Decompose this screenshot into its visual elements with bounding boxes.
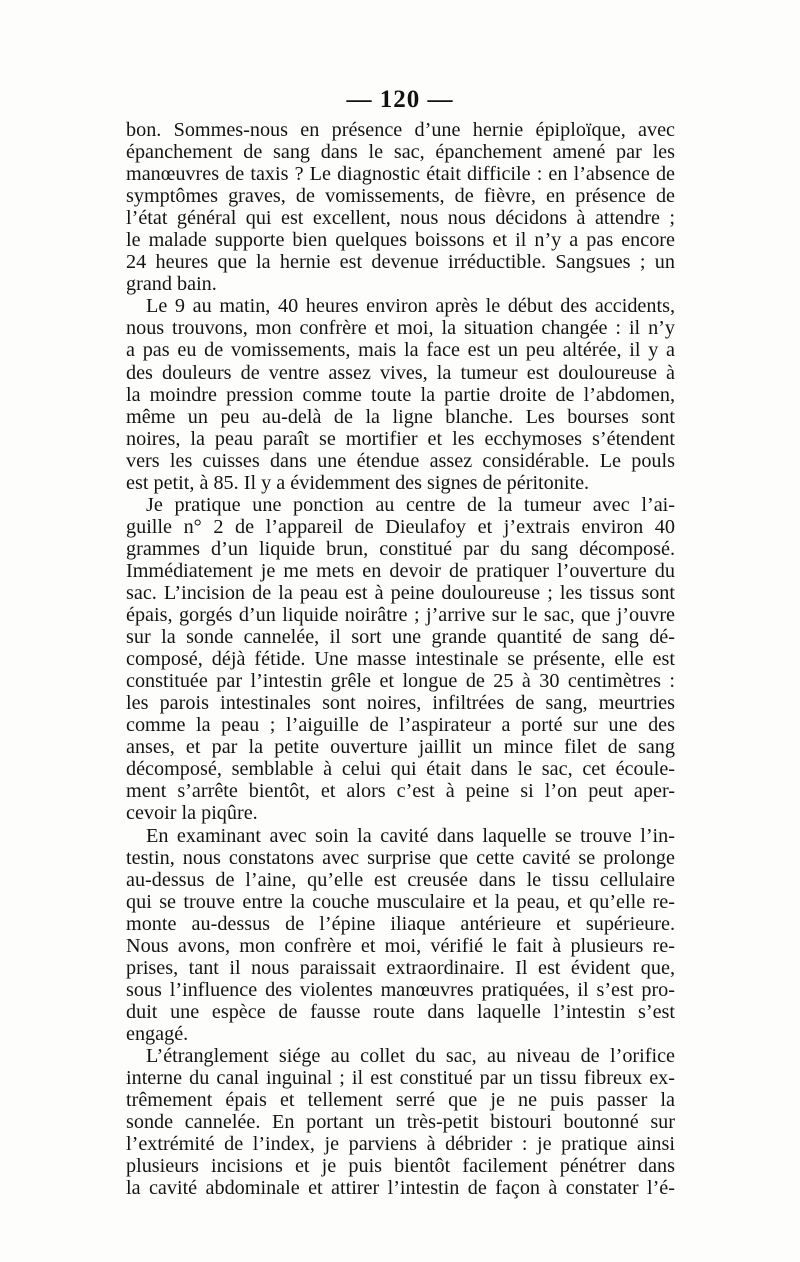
text-line: Le 9 au matin, 40 heures environ après le début des accidents, (146, 295, 675, 318)
text-line: la moindre pression comme toute la partie droite de l’abdomen, (126, 383, 675, 406)
text-line: Je pratique une ponction au centre de la tumeur avec l’ai- (146, 493, 675, 516)
text-line: sonde cannelée. En portant un très-petit bistouri boutonné sur (126, 1111, 675, 1134)
text-line: même un peu au-delà de la ligne blanche. Les bourses sont (126, 405, 675, 428)
text-line: composé, déjà fétide. Une masse intestinale se présente, elle est (126, 648, 675, 671)
text-line: ment s’arrête bientôt, et alors c’est à peine si l’on peut aper- (126, 780, 675, 803)
text-line: grand bain. (126, 273, 217, 296)
text-line: sac. L’incision de la peau est à peine douloureuse ; les tissus sont (126, 581, 675, 604)
text-line: symptômes graves, de vomissements, de fièvre, en présence de (126, 185, 675, 208)
body-text (126, 119, 675, 1199)
text-line: engagé. (126, 1022, 189, 1045)
text-line: constituée par l’intestin grêle et longue de 25 à 30 centimètres : (126, 670, 675, 693)
text-line: manœuvres de taxis ? Le diagnostic était difficile : en l’absence de (126, 163, 675, 186)
text-line: les parois intestinales sont noires, infiltrées de sang, meurtries (126, 692, 675, 715)
text-line: testin, nous constatons avec surprise que cette cavité se prolonge (126, 846, 675, 869)
text-line: Immédiatement je me mets en devoir de pratiquer l’ouverture du (126, 559, 675, 582)
text-line: des douleurs de ventre assez vives, la tumeur est douloureuse à (126, 361, 675, 384)
text-line: sur la sonde cannelée, il sort une grande quantité de sang dé- (126, 626, 675, 649)
text-line: anses, et par la petite ouverture jaillit un mince filet de sang (126, 736, 675, 759)
text-line: bon. Sommes-nous en présence d’une hernie épiploïque, avec (126, 119, 675, 141)
text-line: 24 heures que la hernie est devenue irréductible. Sangsues ; un (126, 251, 675, 274)
text-line: duit une espèce de fausse route dans laquelle l’intestin s’est (126, 1000, 675, 1023)
text-line: au-dessus de l’aine, qu’elle est creusée dans le tissu cellulaire (126, 868, 675, 891)
text-line: grammes d’un liquide brun, constitué par du sang décomposé. (126, 537, 675, 560)
text-line: nous trouvons, mon confrère et moi, la situation changée : il n’y (126, 317, 675, 340)
text-line: l’état général qui est excellent, nous nous décidons à attendre ; (126, 207, 675, 230)
text-line: cevoir la piqûre. (126, 802, 258, 825)
text-line: prises, tant il nous paraissait extraordinaire. Il est évident que, (126, 956, 675, 979)
text-line: épanchement de sang dans le sac, épanchement amené par les (126, 141, 675, 164)
text-line: Nous avons, mon confrère et moi, vérifié le fait à plusieurs re- (126, 934, 675, 957)
text-line: décomposé, semblable à celui qui était dans le sac, cet écoule- (126, 758, 675, 781)
text-line: a pas eu de vomissements, mais la face est un peu altérée, il y a (126, 339, 675, 362)
text-line: trêmement épais et tellement serré que je ne puis passer la (126, 1089, 675, 1112)
text-line: l’extrémité de l’index, je parviens à débrider : je pratique ainsi (126, 1133, 675, 1156)
text-line: guille n° 2 de l’appareil de Dieulafoy et j’extrais environ 40 (126, 515, 675, 538)
text-line: En examinant avec soin la cavité dans laquelle se trouve l’in- (146, 824, 675, 847)
text-line: plusieurs incisions et je puis bientôt facilement pénétrer dans (126, 1155, 675, 1178)
text-line: L’étranglement siége au collet du sac, au niveau de l’orifice (146, 1044, 675, 1067)
text-line: la cavité abdominale et attirer l’intestin de façon à constater l’é- (126, 1177, 675, 1200)
text-line: vers les cuisses dans une étendue assez considérable. Le pouls (126, 449, 675, 472)
text-line: le malade supporte bien quelques boissons et il n’y a pas encore (126, 229, 675, 252)
text-line: noires, la peau paraît se mortifier et les ecchymoses s’étendent (126, 427, 675, 450)
text-line: épais, gorgés d’un liquide noirâtre ; j’arrive sur le sac, que j’ouvre (126, 604, 675, 627)
text-line: interne du canal inguinal ; il est constitué par un tissu fibreux ex- (126, 1067, 675, 1090)
text-line: comme la peau ; l’aiguille de l’aspirateur a porté sur une des (126, 714, 675, 737)
page-number: — 120 — (346, 86, 454, 113)
text-line: qui se trouve entre la couche musculaire et la peau, et qu’elle re- (126, 890, 675, 913)
text-line: sous l’influence des violentes manœuvres pratiquées, il s’est pro- (126, 978, 675, 1001)
text-line: monte au-dessus de l’épine iliaque antérieure et supérieure. (126, 912, 675, 935)
text-line: est petit, à 85. Il y a évidemment des signes de péritonite. (126, 471, 590, 494)
